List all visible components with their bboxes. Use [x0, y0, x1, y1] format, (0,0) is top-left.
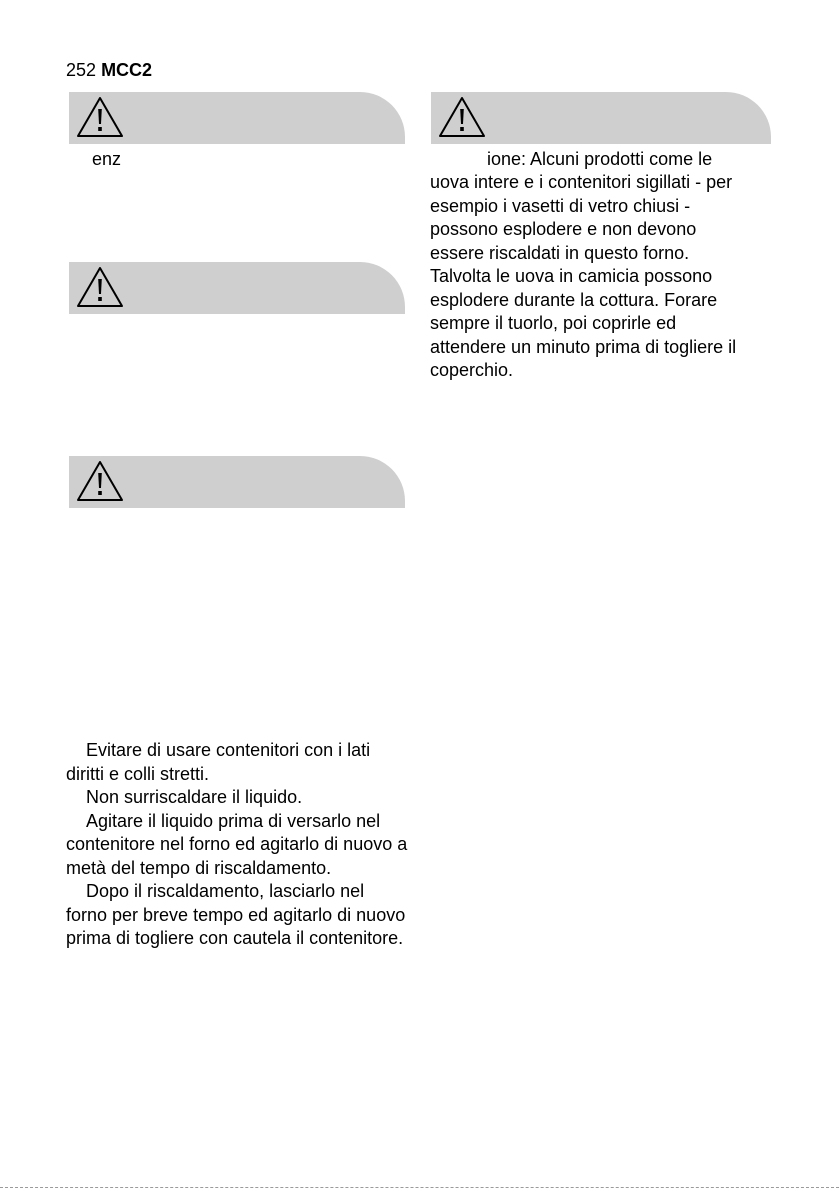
list-item: Non surriscaldare il liquido. — [86, 787, 303, 807]
paragraph-line: esplodere durante la cottura. Forare — [430, 289, 718, 310]
warning-bar-3 — [69, 456, 405, 508]
warning-triangle-icon — [437, 95, 487, 139]
paragraph-line: essere riscaldati in questo forno. — [430, 242, 690, 263]
warning-text-fragment-left: enz — [92, 149, 122, 169]
list-item: Evitare di usare contenitori con i lati diritti e colli stretti. — [66, 740, 371, 784]
warning-triangle-icon — [75, 265, 125, 309]
warning-bar-1 — [69, 92, 405, 144]
warning-triangle-icon — [75, 459, 125, 503]
list-item: Agitare il liquido prima di versarlo nel contenitore nel forno ed agitarlo di nuovo a metà del tempo di riscaldamento. — [66, 810, 408, 878]
paragraph-line: possono esplodere e non devono — [430, 219, 697, 239]
liquid-heating-instructions — [66, 739, 408, 951]
paragraph-line: esempio i vasetti di vetro chiusi - — [430, 195, 691, 216]
page-bottom-edge — [0, 1187, 839, 1188]
warning-text-fragment-right: ione: Alcuni prodotti come le — [487, 149, 713, 169]
page-header — [66, 60, 152, 80]
model-code: MCC2 — [101, 60, 153, 80]
paragraph-line: Talvolta le uova in camicia possono — [430, 266, 713, 286]
paragraph-line: uova intere e i contenitori sigillati - per — [430, 172, 733, 192]
warning-triangle-icon — [75, 95, 125, 139]
paragraph-line: sempre il tuorlo, poi coprirle ed — [430, 313, 677, 333]
page-number: 252 — [66, 60, 97, 80]
warning-bar-2 — [69, 262, 405, 314]
warning-bar-right — [431, 92, 771, 144]
paragraph-line: coperchio. — [430, 360, 514, 380]
list-item: Dopo il riscaldamento, lasciarlo nel forno per breve tempo ed agitarlo di nuovo prima di togliere con cautela il contenitore. — [66, 881, 406, 948]
paragraph-line: attendere un minuto prima di togliere il — [430, 336, 737, 357]
egg-warning-paragraph — [430, 171, 830, 383]
